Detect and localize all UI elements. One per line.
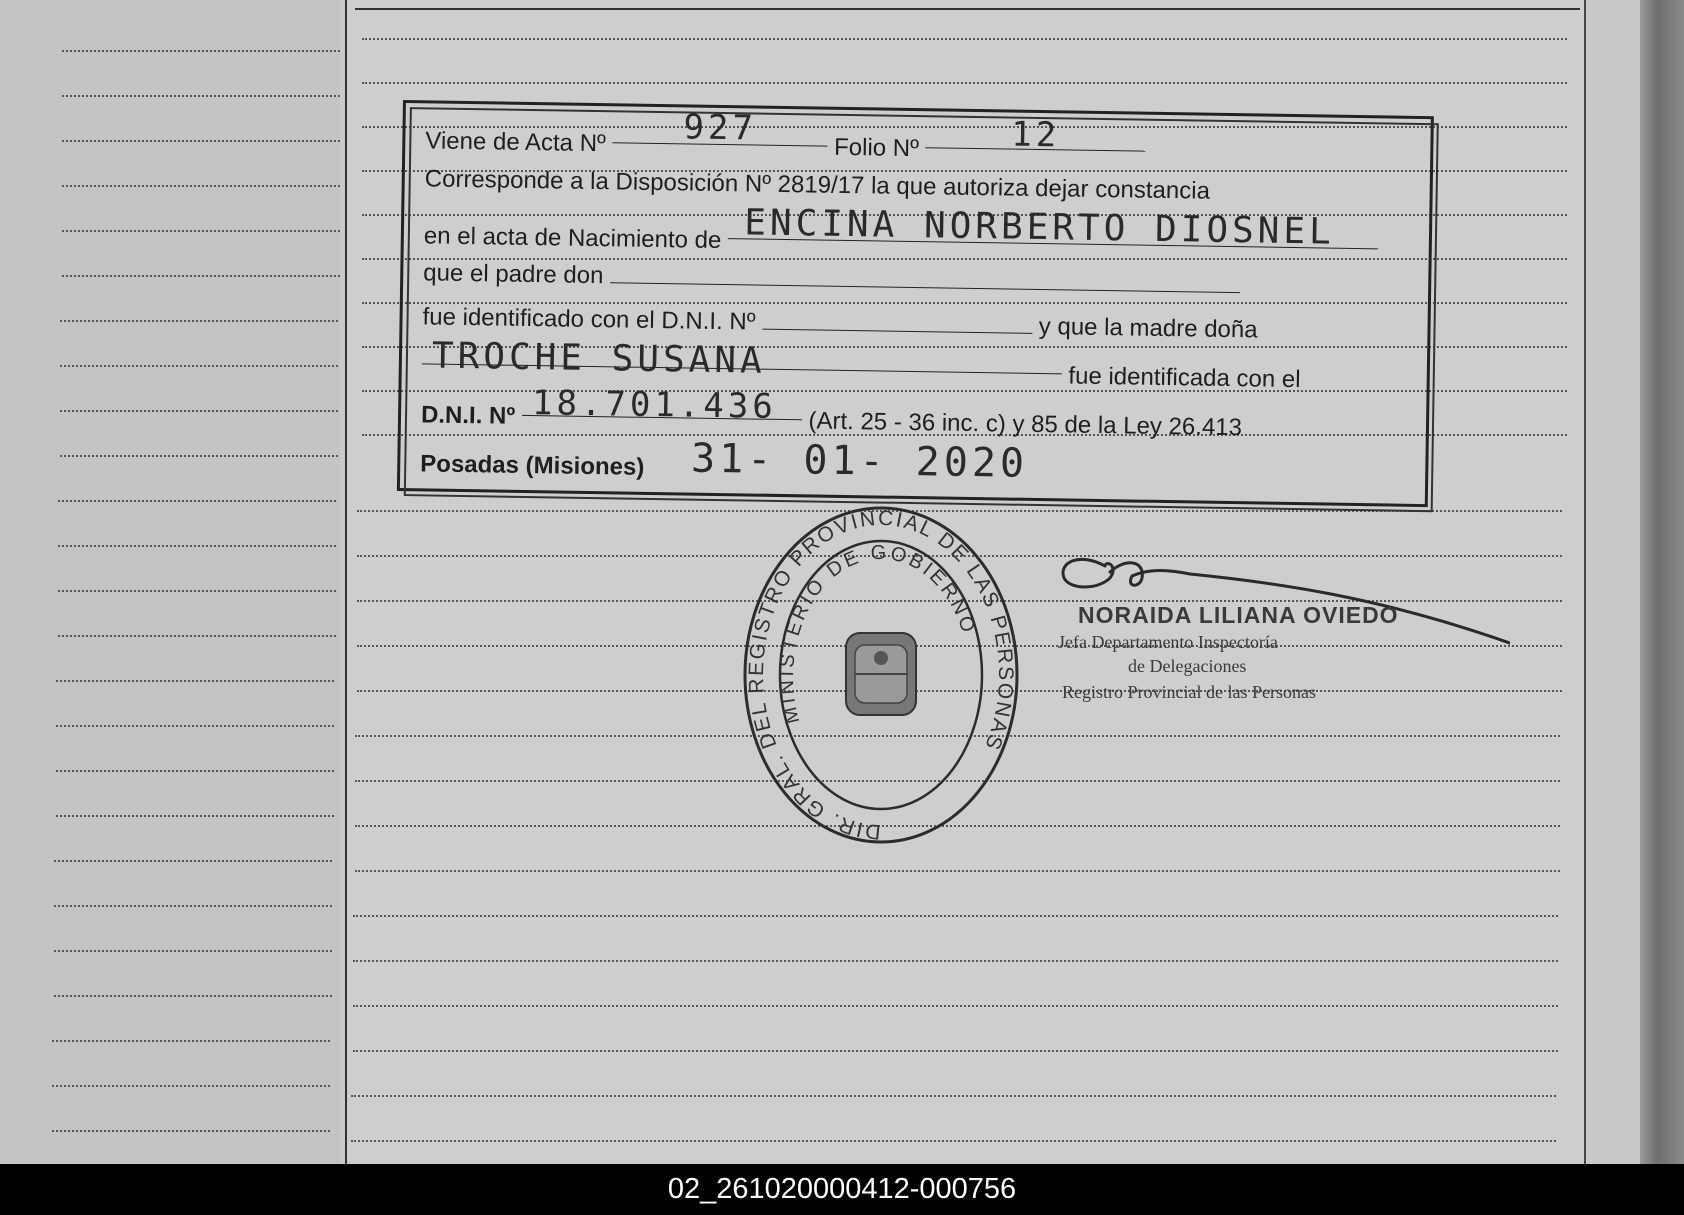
ledger-dotted-line — [351, 1095, 1556, 1097]
page-top-rule — [355, 8, 1580, 10]
nacimiento-name-handwritten: ENCINA NORBERTO DIOSNEL — [743, 202, 1336, 253]
acta-number-field — [612, 107, 827, 149]
ledger-dotted-line — [355, 870, 1560, 872]
signatory-title-line1: Jefa Departamento Inspectoría — [1058, 632, 1278, 652]
ledger-dotted-line — [362, 38, 1567, 40]
stamp-line-posadas — [420, 435, 1406, 496]
ledger-dotted-line — [60, 320, 338, 322]
ledger-dotted-line — [56, 770, 334, 772]
ledger-dotted-line — [62, 95, 340, 97]
ledger-dotted-line — [58, 545, 336, 547]
coat-of-arms-emblem-icon — [846, 633, 916, 715]
official-oval-seal — [742, 505, 1020, 845]
ledger-dotted-line — [58, 500, 336, 502]
ledger-dotted-line — [60, 455, 338, 457]
ledger-dotted-line — [362, 82, 1567, 84]
madre-name-handwritten: TROCHE SUSANA — [431, 335, 767, 382]
left-ledger-page — [0, 0, 340, 1164]
annotation-stamp-box — [397, 100, 1434, 507]
date-handwritten: 31- 01- 2020 — [690, 435, 1029, 487]
label-padre-don: que el padre don — [423, 259, 604, 290]
ledger-dotted-line — [351, 1140, 1556, 1142]
ledger-dotted-line — [353, 1005, 1558, 1007]
ledger-dotted-line — [52, 1085, 330, 1087]
label-acta-nacimiento: en el acta de Nacimiento de — [423, 222, 722, 255]
label-posadas-misiones: Posadas (Misiones) — [420, 450, 645, 481]
ledger-dotted-line — [58, 590, 336, 592]
padre-name-field — [610, 260, 1240, 293]
ledger-dotted-line — [54, 905, 332, 907]
seal-outer-text: DIR. GRAL. DEL REGISTRO PROVINCIAL DE LAS PERSONAS — [744, 506, 1018, 844]
madre-dni-field — [522, 383, 802, 427]
signatory-name: NORAIDA LILIANA OVIEDO — [1078, 602, 1399, 628]
ledger-dotted-line — [62, 185, 340, 187]
ledger-dotted-line — [54, 950, 332, 952]
signatory-title-line2: de Delegaciones — [1128, 656, 1247, 676]
text-disposicion: Corresponde a la Disposición Nº 2819/17 la que autoriza dejar constancia — [424, 165, 1211, 205]
folio-number-handwritten: 12 — [1010, 114, 1061, 156]
signatory-title-line3: Registro Provincial de las Personas — [1062, 682, 1316, 702]
folio-number-field — [926, 114, 1146, 156]
ledger-dotted-line — [56, 815, 334, 817]
document-code: 02_261020000412-000756 — [667, 1173, 1017, 1205]
padre-dni-field — [762, 307, 1032, 334]
book-spine-edge — [1640, 0, 1684, 1164]
stamp-line-padre — [423, 257, 1408, 302]
ledger-dotted-line — [353, 960, 1558, 962]
madre-name-field — [422, 335, 1062, 382]
stamp-line-nacimiento — [423, 202, 1409, 265]
ledger-dotted-line — [54, 995, 332, 997]
label-madre-dona: y que la madre doña — [1038, 313, 1258, 344]
ledger-dotted-line — [62, 230, 340, 232]
ledger-dotted-line — [52, 1130, 330, 1132]
label-folio: Folio Nº — [833, 133, 920, 163]
ledger-dotted-line — [58, 635, 336, 637]
label-fue-identificada: fue identificada con el — [1068, 362, 1301, 394]
ledger-dotted-line — [56, 680, 334, 682]
ledger-dotted-line — [56, 725, 334, 727]
document-id-footer — [0, 1164, 1684, 1215]
ledger-dotted-line — [54, 860, 332, 862]
ledger-dotted-line — [60, 410, 338, 412]
seal-inner-text: MINISTERIO DE GOBIERNO — [775, 541, 981, 726]
ledger-dotted-line — [60, 365, 338, 367]
label-viene-de-acta: Viene de Acta Nº — [425, 127, 607, 158]
label-dni: D.N.I. Nº — [420, 401, 516, 430]
madre-dni-handwritten: 18.701.436 — [531, 383, 778, 427]
ledger-dotted-line — [62, 140, 340, 142]
ledger-dotted-line — [353, 915, 1558, 917]
nacimiento-name-field — [728, 202, 1378, 253]
ledger-dotted-line — [62, 50, 340, 52]
label-fue-identificado: fue identificado con el D.N.I. Nº — [422, 303, 756, 336]
stamp-line-acta — [425, 107, 1410, 170]
ledger-dotted-line — [62, 275, 340, 277]
ledger-dotted-line — [353, 1050, 1558, 1052]
stamp-line-disposicion — [425, 165, 1410, 208]
acta-number-handwritten: 927 — [683, 107, 758, 149]
ledger-dotted-line — [52, 1040, 330, 1042]
ley-reference-text: (Art. 25 - 36 inc. c) y 85 de la Ley 26.413 — [808, 407, 1243, 442]
